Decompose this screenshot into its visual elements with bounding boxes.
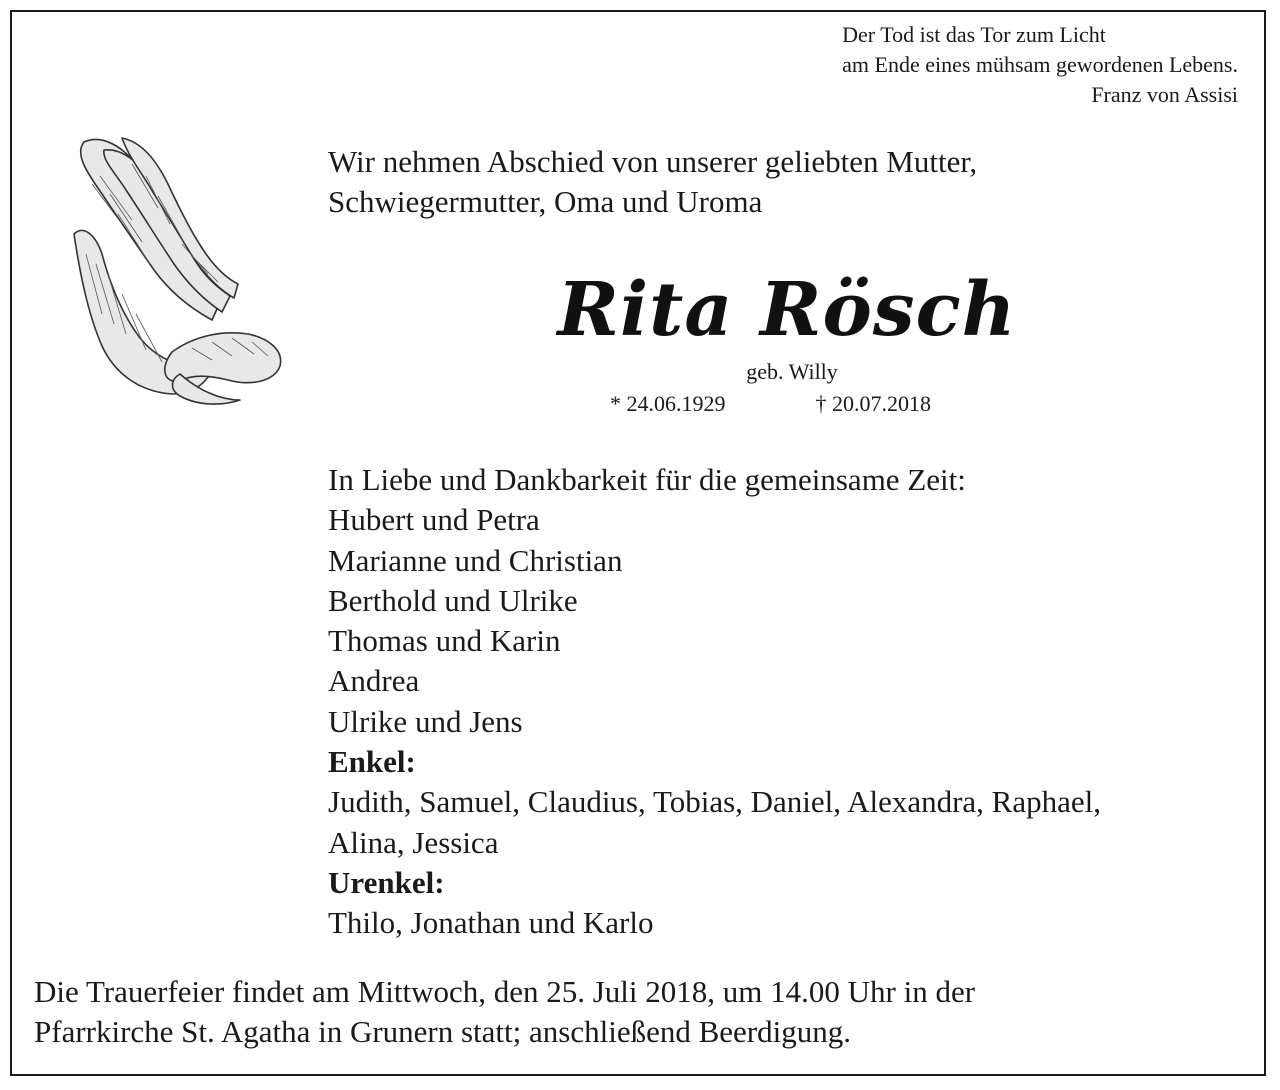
funeral-line: Pfarrkirche St. Agatha in Grunern statt; anschließend Beerdigung. [34, 1014, 851, 1049]
deceased-name: Rita Rösch [557, 267, 1017, 353]
family-member: Andrea [328, 663, 420, 699]
grandchildren-heading: Enkel: [328, 744, 416, 780]
life-dates [610, 390, 931, 418]
intro-text [328, 142, 977, 222]
intro-line: Schwiegermutter, Oma und Uroma [328, 184, 763, 219]
family-member: Berthold und Ulrike [328, 582, 578, 618]
family-member: Hubert und Petra [328, 502, 540, 538]
family-member: Thomas und Karin [328, 623, 561, 659]
praying-hands-icon [62, 124, 287, 409]
grandchildren-names: Alina, Jessica [328, 824, 499, 860]
grandchildren-names: Judith, Samuel, Claudius, Tobias, Daniel, Alexandra, Raphael, [328, 784, 1101, 820]
obituary-notice [10, 10, 1266, 1076]
birth-name: geb. Willy [746, 359, 838, 384]
death-date: † 20.07.2018 [815, 391, 931, 416]
great-grandchildren-names: Thilo, Jonathan und Karlo [328, 905, 654, 941]
family-member: Ulrike und Jens [328, 703, 523, 739]
quote-block [842, 20, 1238, 110]
funeral-line: Die Trauerfeier findet am Mittwoch, den 25. Juli 2018, um 14.00 Uhr in der [34, 974, 976, 1009]
family-member: Marianne und Christian [328, 542, 623, 578]
birth-date: * 24.06.1929 [610, 391, 726, 416]
quote-line: am Ende eines mühsam gewordenen Lebens. [842, 52, 1238, 77]
quote-line: Der Tod ist das Tor zum Licht [842, 22, 1106, 47]
funeral-notice [34, 972, 1244, 1052]
family-intro: In Liebe und Dankbarkeit für die gemeinsame Zeit: [328, 462, 966, 497]
family-list [328, 460, 1101, 944]
intro-line: Wir nehmen Abschied von unserer geliebten Mutter, [328, 144, 978, 179]
great-grandchildren-heading: Urenkel: [328, 864, 445, 900]
quote-author: Franz von Assisi [1091, 82, 1238, 107]
